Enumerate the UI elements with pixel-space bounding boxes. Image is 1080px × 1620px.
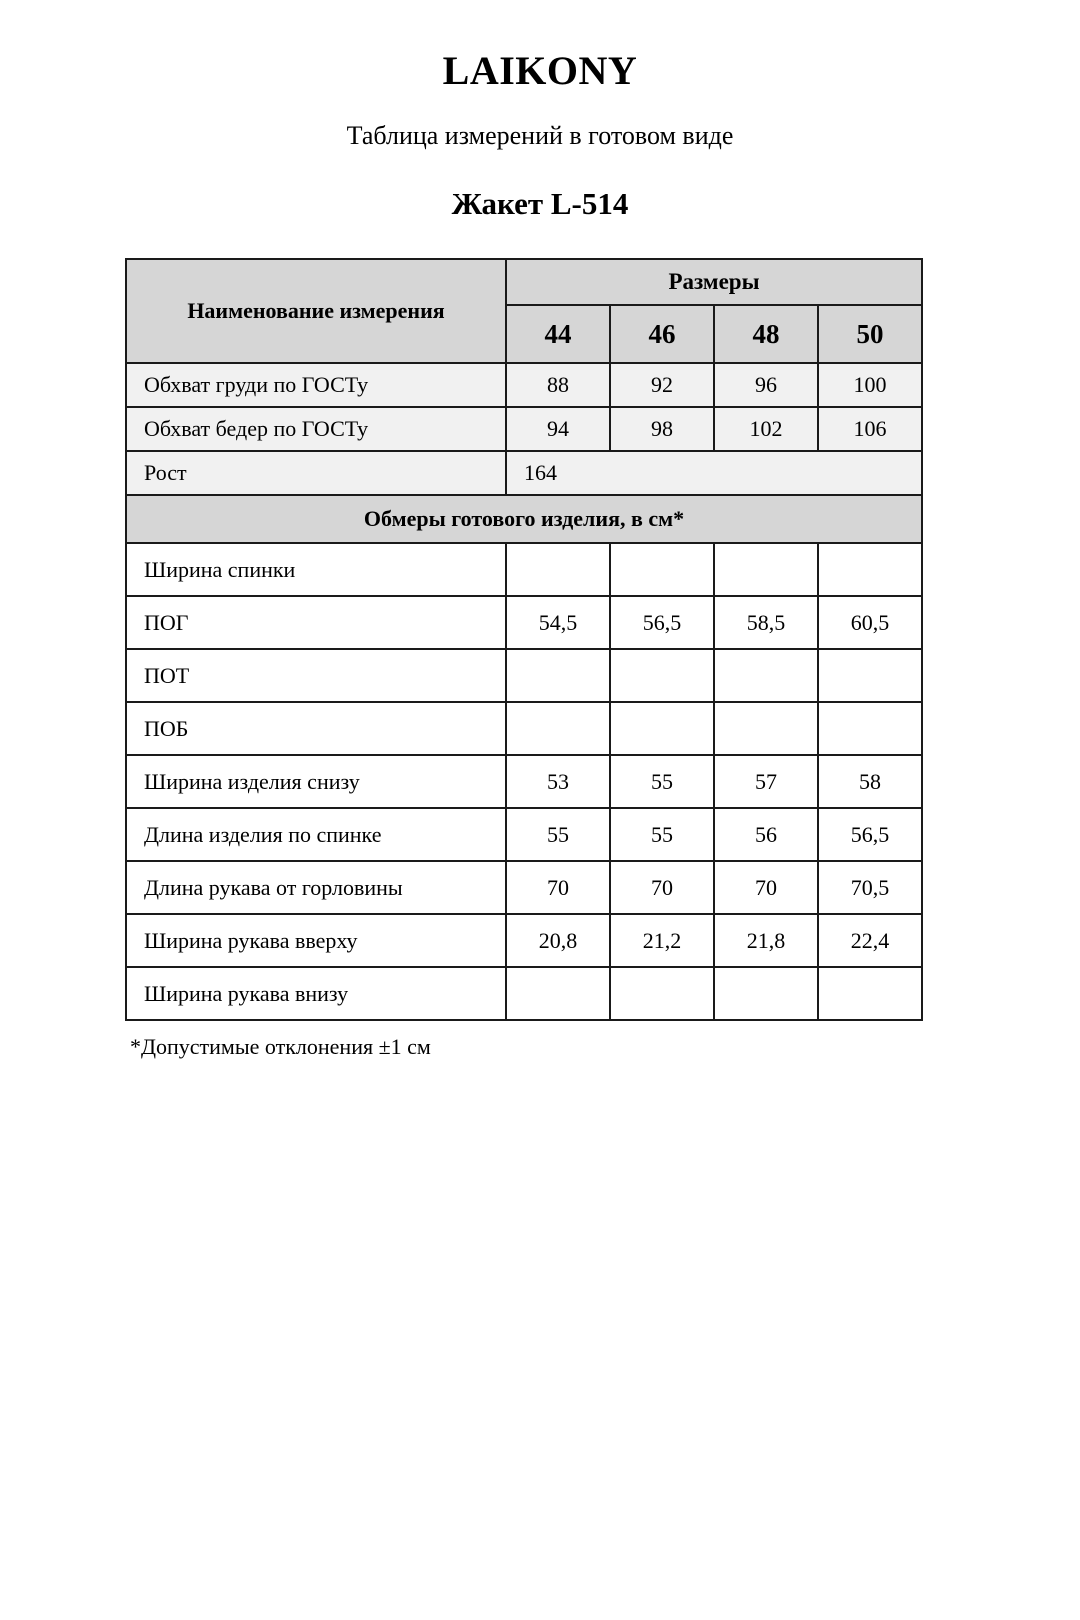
table-body	[126, 363, 922, 1020]
footnote-tolerance: *Допустимые отклонения ±1 см	[130, 1034, 431, 1059]
table-row	[126, 755, 922, 808]
cell-value	[610, 543, 714, 596]
cell-value: 70	[610, 861, 714, 914]
cell-value	[818, 649, 922, 702]
cell-value	[506, 967, 610, 1020]
row-label: Длина рукава от горловины	[126, 861, 506, 914]
cell-value: 57	[714, 755, 818, 808]
cell-value	[506, 543, 610, 596]
cell-value	[818, 543, 922, 596]
brand-title: LAIKONY	[442, 48, 638, 93]
cell-value	[506, 649, 610, 702]
column-header-size-46: 46	[610, 305, 714, 363]
cell-value: 70	[506, 861, 610, 914]
cell-value: 70	[714, 861, 818, 914]
document-subtitle: Таблица измерений в готовом виде	[346, 121, 734, 150]
cell-value	[714, 967, 818, 1020]
cell-value: 53	[506, 755, 610, 808]
cell-value	[818, 967, 922, 1020]
cell-value: 98	[610, 407, 714, 451]
row-label: Обхват груди по ГОСТу	[126, 363, 506, 407]
column-header-size-44: 44	[506, 305, 610, 363]
column-header-measurement-name: Наименование измерения	[126, 259, 506, 363]
table-row-height	[126, 451, 922, 495]
row-label: Ширина рукава внизу	[126, 967, 506, 1020]
cell-value: 54,5	[506, 596, 610, 649]
row-label: Длина изделия по спинке	[126, 808, 506, 861]
row-label: Рост	[126, 451, 506, 495]
section-header-label: Обмеры готового изделия, в см*	[126, 495, 922, 543]
table-row	[126, 808, 922, 861]
cell-value: 106	[818, 407, 922, 451]
cell-value: 100	[818, 363, 922, 407]
cell-value	[610, 649, 714, 702]
cell-value: 56,5	[610, 596, 714, 649]
cell-value	[714, 702, 818, 755]
table-row	[126, 363, 922, 407]
cell-value: 55	[610, 755, 714, 808]
row-label: ПОГ	[126, 596, 506, 649]
cell-value	[714, 543, 818, 596]
cell-value: 55	[506, 808, 610, 861]
table-row	[126, 596, 922, 649]
cell-value	[714, 649, 818, 702]
cell-value: 20,8	[506, 914, 610, 967]
table-row	[126, 702, 922, 755]
row-label: Ширина спинки	[126, 543, 506, 596]
table-row	[126, 967, 922, 1020]
cell-value: 22,4	[818, 914, 922, 967]
cell-value: 58	[818, 755, 922, 808]
column-header-size-48: 48	[714, 305, 818, 363]
table-section-header-row	[126, 495, 922, 543]
model-title: Жакет L-514	[451, 186, 629, 222]
table-header-row-top	[126, 259, 922, 305]
row-label: ПОТ	[126, 649, 506, 702]
column-header-sizes-group: Размеры	[506, 259, 922, 305]
cell-value: 92	[610, 363, 714, 407]
table-row	[126, 861, 922, 914]
cell-value: 56,5	[818, 808, 922, 861]
cell-value: 21,8	[714, 914, 818, 967]
table-row	[126, 407, 922, 451]
cell-value-merged: 164	[506, 451, 922, 495]
cell-value: 96	[714, 363, 818, 407]
cell-value	[818, 702, 922, 755]
cell-value: 56	[714, 808, 818, 861]
table-row	[126, 649, 922, 702]
measurements-table	[125, 258, 923, 1021]
row-label: Ширина рукава вверху	[126, 914, 506, 967]
measurements-table-container	[125, 258, 921, 1021]
cell-value: 55	[610, 808, 714, 861]
cell-value: 21,2	[610, 914, 714, 967]
cell-value: 70,5	[818, 861, 922, 914]
column-header-size-50: 50	[818, 305, 922, 363]
cell-value: 102	[714, 407, 818, 451]
table-row	[126, 914, 922, 967]
row-label: Обхват бедер по ГОСТу	[126, 407, 506, 451]
table-row	[126, 543, 922, 596]
table-header	[126, 259, 922, 363]
cell-value	[610, 702, 714, 755]
cell-value: 58,5	[714, 596, 818, 649]
cell-value: 88	[506, 363, 610, 407]
cell-value: 94	[506, 407, 610, 451]
cell-value	[610, 967, 714, 1020]
cell-value	[506, 702, 610, 755]
row-label: ПОБ	[126, 702, 506, 755]
row-label: Ширина изделия снизу	[126, 755, 506, 808]
cell-value: 60,5	[818, 596, 922, 649]
